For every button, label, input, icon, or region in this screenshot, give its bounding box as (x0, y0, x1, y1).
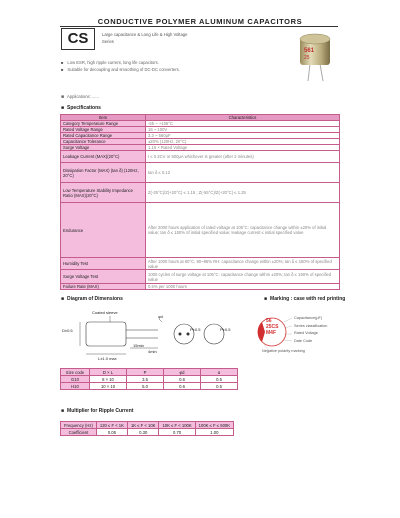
marking-text (266, 318, 279, 336)
spec-item: Humidity Test (61, 258, 146, 270)
spec-header-characteristics: Characteristics (146, 115, 340, 121)
spec-row (61, 258, 340, 270)
spec-row (61, 183, 340, 203)
spec-row (61, 203, 340, 258)
size-code: G10 (61, 376, 90, 383)
dim-label-pitch: P±0.5 (190, 327, 201, 332)
frequency-table (60, 421, 234, 436)
size-code: H10 (61, 383, 90, 390)
spec-value: 3.3 ~ 560μF (146, 133, 340, 139)
applications-heading: ■ Applications: ...... (61, 94, 99, 100)
dim-label-sleeve: Coated sleeve (92, 310, 118, 315)
freq-value: 0.70 (159, 429, 195, 436)
marking-line2: 25CS (266, 324, 279, 330)
spec-value: Z(-25°C)/Z(+20°C) ≤ 1.15 ; Z(-55°C)/Z(+20°C) ≤ 1.25 (146, 183, 340, 203)
marking-line3: M4F (266, 330, 276, 336)
spec-value: After 2000 hours application of rated voltage at 105°C: capacitance change within ±20% of initial value; tan δ ≤ 150% of initial specified value; leakage current ≤ initial specified value (146, 203, 340, 258)
freq-header-cell: Frequency (Hz) (61, 422, 97, 429)
feature-list (61, 60, 180, 73)
spec-header-item: Item (61, 115, 146, 121)
dim-label-lead-a: 15min (133, 343, 144, 348)
series-desc-line2: Series (102, 38, 114, 44)
spec-row (61, 163, 340, 183)
spec-value: After 1000 hours at 60°C, 90~95% RH: capacitance change within ±20%; tan δ ≤ 150% of specified value (146, 258, 340, 270)
spec-value: ±20% (120Hz, 20°C) (146, 139, 340, 145)
spec-item: Leakage Current (MAX)(20°C) (61, 151, 146, 163)
size-header-cell: P (127, 369, 164, 376)
freq-value: 1.00 (195, 429, 233, 436)
marking-label-cap: Capacitance(μF) (294, 316, 323, 320)
size-row (61, 383, 238, 390)
size-header-cell: α (201, 369, 238, 376)
size-cell: 10 × 10 (90, 383, 127, 390)
freq-header-cell: 10K ≤ F < 100K (159, 422, 195, 429)
size-header-cell: Size code (61, 369, 90, 376)
size-cell: 8 × 10 (90, 376, 127, 383)
spec-value: -55 ~ +105°C (146, 121, 340, 127)
dim-label-diameter: D±0.5 (62, 328, 73, 333)
marking-label-voltage: Rated Voltage (294, 331, 318, 335)
spec-item: Dissipation Factor (MAX) (tan δ) (120Hz, 20°C) (61, 163, 146, 183)
spec-item: Capacitance Tolerance (61, 139, 146, 145)
dim-label-pitch-2: P±0.5 (220, 327, 231, 332)
page-title: CONDUCTIVE POLYMER ALUMINUM CAPACITORS (97, 17, 303, 26)
size-cell: 3.5 (127, 376, 164, 383)
svg-text:561: 561 (304, 48, 315, 54)
marking-legend (294, 315, 327, 345)
capacitor-photo (290, 32, 338, 82)
spec-item: Endurance (61, 203, 146, 258)
size-row (61, 376, 238, 383)
size-table-header (61, 369, 238, 376)
freq-value: 0.30 (127, 429, 159, 436)
marking-label-series: Series classification (294, 323, 328, 328)
spec-value: I ≤ 0.2CV or 500μA whichever is greater (after 2 minutes) (146, 151, 340, 163)
freq-table-header (61, 422, 234, 429)
marking-label-polarity: Negative polarity marking (262, 349, 305, 353)
feature-item: ■ Low ESR, high ripple current, long life capacitors. (61, 60, 180, 67)
feature-item: ■ Suitable for decoupling and smoothing of DC-DC converters. (61, 67, 180, 74)
dimension-diagram (66, 310, 236, 364)
title-rule (60, 26, 338, 27)
size-header-cell: φd (164, 369, 201, 376)
marking-line1: 56 (266, 318, 272, 324)
size-header-cell: D × L (90, 369, 127, 376)
freq-header-cell: 120 ≤ F < 1K (96, 422, 127, 429)
series-description (102, 32, 187, 45)
size-cell: 0.6 (164, 383, 201, 390)
spec-item: Surge Voltage (61, 145, 146, 151)
freq-row (61, 429, 234, 436)
size-cell: 0.5 (201, 383, 238, 390)
specifications-heading: ■ Specifications (61, 105, 101, 111)
spec-item: Rated Capacitance Range (61, 133, 146, 139)
size-cell: 0.6 (164, 376, 201, 383)
size-cell: 0.5 (201, 376, 238, 383)
spec-item: Low Temperature Stability Impedance Ratio (MAX)(20°C) (61, 183, 146, 203)
spec-item: Surge Voltage Test (61, 270, 146, 284)
freq-row-label: Coefficient (61, 429, 97, 436)
freq-header-cell: 1K ≤ F < 10K (127, 422, 159, 429)
marking-heading: ■ Marking : case with red printing (264, 296, 345, 302)
svg-text:25: 25 (304, 55, 310, 61)
dim-label-lead-d: φd (158, 314, 163, 319)
size-table (60, 368, 238, 390)
spec-row (61, 270, 340, 284)
spec-item: Failure Rate (MAX) (61, 284, 146, 290)
spec-value: tan δ ≤ 0.12 (146, 163, 340, 183)
spec-value: 1.15 × Rated Voltage (146, 145, 340, 151)
series-code: CS (61, 28, 95, 50)
spec-value: 0.5% per 1000 hours (146, 284, 340, 290)
size-cell: 5.0 (127, 383, 164, 390)
spec-value: 16 ~ 100V (146, 127, 340, 133)
spec-item: Rated Voltage Range (61, 127, 146, 133)
spec-value: 1000 cycles of surge voltage at 105°C: capacitance change within ±20%; tan δ ≤ 150% of specified value (146, 270, 340, 284)
frequency-heading: ■ Multiplier for Ripple Current (61, 408, 133, 414)
dimensions-heading: ■ Diagram of Dimensions (61, 296, 123, 302)
freq-value: 0.05 (96, 429, 127, 436)
specifications-table (60, 114, 340, 290)
dim-label-lead-b: 4min (148, 349, 157, 354)
marking-label-date: Date Code (294, 338, 313, 343)
series-desc-line1: Large capacitance & Long Life & High Voltage (102, 32, 188, 37)
spec-row (61, 284, 340, 290)
freq-header-cell: 100K ≤ F ≤ 500K (195, 422, 233, 429)
dim-label-length: L±1.0 max (98, 356, 117, 361)
spec-item: Category Temperature Range (61, 121, 146, 127)
spec-row (61, 151, 340, 163)
